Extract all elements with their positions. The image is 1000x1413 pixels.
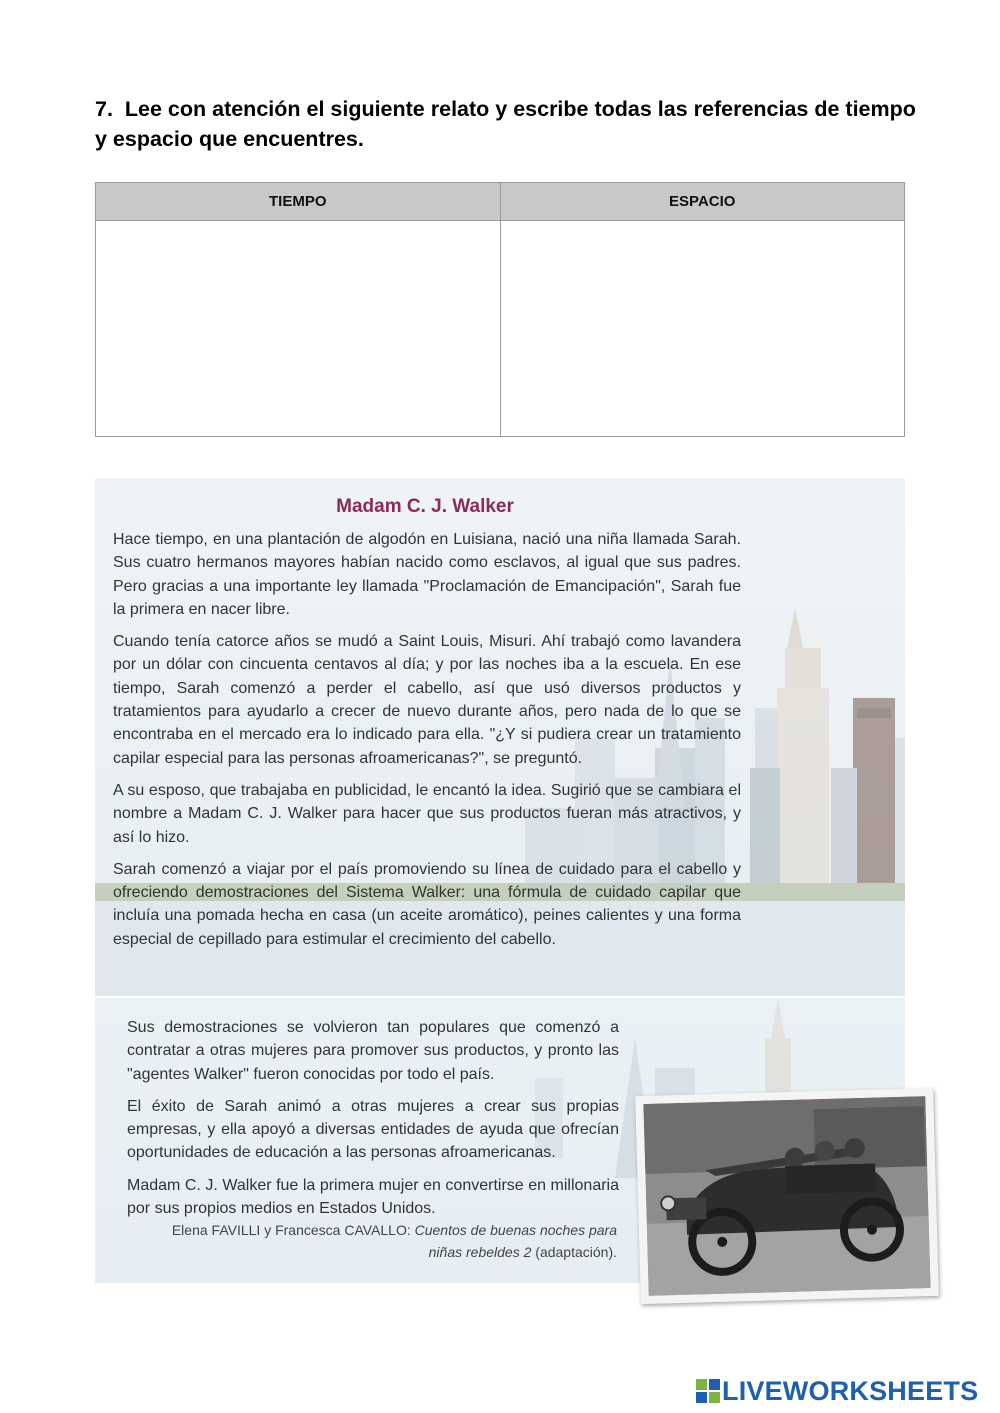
espacio-answer-input[interactable] — [501, 219, 905, 434]
brand-name: LIVEWORKSHEETS — [722, 1375, 979, 1406]
citation-title: Cuentos de buenas noches para niñas rebeldes 2 — [414, 1222, 617, 1260]
story-paragraph: El éxito de Sarah animó a otras mujeres a crear sus propias empresas, y ella apoyó a diversas entidades de ayuda que ofrecían oportunidades de educación a las personas afroamericanas. — [127, 1097, 619, 1162]
story-paragraph: Cuando tenía catorce años se mudó a Saint Louis, Misuri. Ahí trabajó como lavandera por un dólar con cincuenta centavos al día; y por las noches iba a la escuela. En ese tiempo, Sarah comenzó a perder el cabello, así que usó diversos productos y tratamientos para ayudarlo a crecer de nuevo durante años, pero nada de lo que se encontraba en el mercado era lo indicado para ella. "¿Y si pudiera crear un tratamiento capilar especial para las personas afroamericanas?", se preguntó. — [113, 633, 741, 767]
vintage-car-image — [643, 1096, 930, 1296]
cell-tiempo — [96, 221, 501, 437]
header-espacio: ESPACIO — [500, 183, 905, 221]
story-paragraph: Hace tiempo, en una plantación de algodón en Luisiana, nació una niña llamada Sarah. Sus cuatro hermanos mayores habían nacido como esclavos, al igual que sus padres. Pero gracias a una importante ley llamada "Proclamación de Emancipación", Sarah fue la primera en nacer libre. — [113, 531, 741, 618]
cell-espacio — [500, 221, 905, 437]
story-title: Madam C. J. Walker — [336, 496, 514, 517]
citation-authors: Elena FAVILLI y Francesca CAVALLO: — [171, 1222, 411, 1238]
story-paragraph: Sus demostraciones se volvieron tan populares que comenzó a contratar a otras mujeres para promover sus productos, y pronto las "agentes Walker" fueron conocidas por todo el país. — [127, 1019, 619, 1083]
citation-note: (adaptación). — [535, 1244, 617, 1260]
story-paragraph: Madam C. J. Walker fue la primera mujer en convertirse en millonaria por sus propios medios en Estados Unidos. — [127, 1176, 619, 1218]
liveworksheets-brand[interactable] — [696, 1374, 978, 1408]
question-number: 7. — [95, 97, 113, 121]
references-table — [95, 182, 905, 437]
liveworksheets-logo-icon — [696, 1379, 720, 1403]
question-text: Lee con atención el siguiente relato y escribe todas las referencias de tiempo y espacio que encuentres. — [95, 97, 916, 151]
question-7 — [95, 94, 925, 154]
vintage-car-photo — [635, 1088, 939, 1304]
story-text-bottom — [127, 1016, 619, 1229]
tiempo-answer-input[interactable] — [96, 219, 500, 434]
story-paragraph: A su esposo, que trabajaba en publicidad, le encantó la idea. Sugirió que se cambiara el nombre a Madam C. J. Walker para hacer que sus productos fueran más atractivos, y así lo hizo. — [113, 781, 741, 846]
header-tiempo: TIEMPO — [96, 183, 501, 221]
story-citation — [155, 1219, 617, 1263]
story-text-top — [113, 528, 741, 960]
story-paragraph: Sarah comenzó a viajar por el país promoviendo su línea de cuidado para el cabello y ofreciendo demostraciones del Sistema Walker: una fórmula de cuidado capilar que incluía una pomada hecha en casa (un aceite aromático), peines calientes y una forma especial de cepillado para estimular el crecimiento del cabello. — [113, 860, 741, 948]
